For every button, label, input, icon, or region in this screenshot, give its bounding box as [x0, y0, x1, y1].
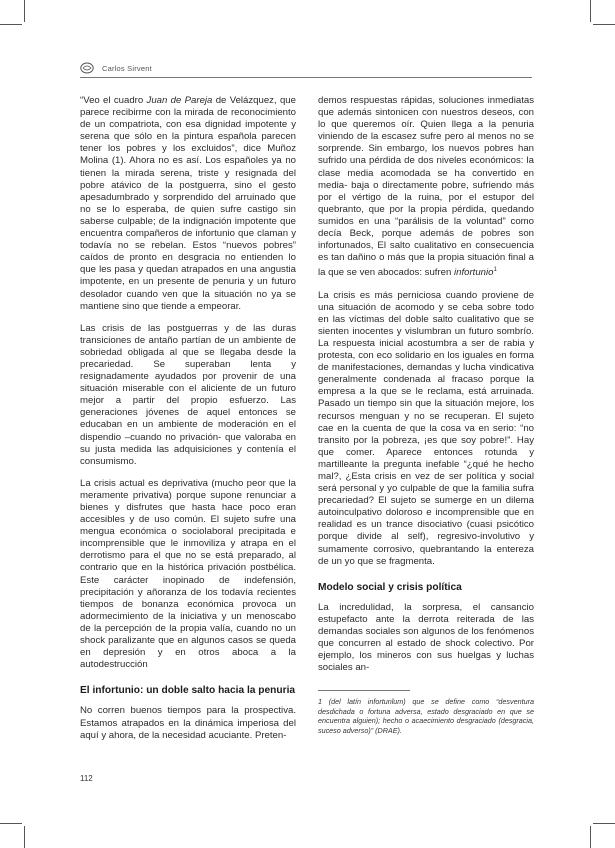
crop-mark-bottom-left-h — [0, 823, 22, 824]
crop-mark-bottom-left-v — [24, 826, 25, 848]
running-header — [80, 62, 532, 74]
paragraph: “Veo el cuadro Juan de Pareja de Velázquez, que parece recibirme con la mirada de reconocimiento de un compatriota, con esa dignidad impotente y serena que sólo en la pintura española parecen tener los pobres y los excluidos”, dice Muñoz Molina (1). Ahora no es así. Los españoles ya no tienen la mirada serena, triste y resignada del pobre atávico de la postguerra, sino el gesto apesadumbrado y sorprendido del arruinado que no se lo esperaba, de quien sufre castigo sin saberse culpable; de la indignación impotente que encuentra compañeros de infortunio que claman y todavía no se rebelan. Estos “nuevos pobres” caídos de pronto en desgracia no entienden lo que les pasa y quedan atrapados en una angustia impotente, en un presente de penuria y un futuro desolador cuando ven que la situación no ya se mantiene sino que tiende a empeorar. — [80, 95, 296, 312]
crop-mark-top-left-v — [24, 0, 25, 22]
crop-mark-bottom-right-v — [590, 826, 591, 848]
crop-mark-top-right-v — [590, 0, 591, 22]
paragraph: La incredulidad, la sorpresa, el cansancio estupefacto ante la derrota reiterada de las demandas sociales son algunos de los fenómenos que concurren al estado de shock colectivo. Por ejemplo, los mineros con sus huelgas y luchas sociales an- — [318, 601, 534, 674]
right-column — [318, 95, 534, 735]
paragraph: La crisis es más perniciosa cuando proviene de una situación de acomodo y se ceba sobre todo en las víctimas del doble salto cualitativo que se sienten inocentes y vislumbran un futuro sombrío. La respuesta inicial acostumbra a ser de rabia y protesta, con eco solidario en los iguales en forma de manifestaciones, demandas y lucha vindicativa generalmente condenada al fracaso porque la empresa a la que se le reclama, está arruinada. Pasado un tiempo sin que la situación mejore, los recursos menguan y no se recuperan. El sujeto cae en la cuenta de que la cosa va en serio: “no transito por la pobreza, ¡es que soy pobre!”. Hay que comer. Aparece entonces rotunda y martilleante la pregunta inefable “¿qué he hecho mal?, ¿Esta crisis en vez de ser política y social será personal y yo culpable de que la familia sufra precariedad? El sujeto se sumerge en un dilema autoinculpativo doloroso e incomprensible que en realidad es un trance disociativo (cuasi psicótico porque divide al self), regresivo-involutivo y sumamente corrosivo, quebrantando la entereza de un yo que se fragmenta. — [318, 289, 534, 567]
paragraph: Las crisis de las postguerras y de las duras transiciones de antaño partían de un ambiente de sobriedad obligada al que se llegaba desde la precariedad. Se superaban lenta y resignadamente ayudados por provenir de una situación miserable con el aliciente de un futuro mejor a partir del propio esfuerzo. Las generaciones jóvenes de aquel entonces se educaban en un ambiente de moderación en el dispendio –cuando no privación- que valoraba en su justa medida las adquisiciones y contenía el consumismo. — [80, 322, 296, 467]
header-author: Carlos Sirvent — [102, 63, 152, 73]
section-heading: El infortunio: un doble salto hacia la penuria — [80, 685, 296, 697]
footnote-ref: 1 — [493, 267, 497, 274]
section-heading: Modelo social y crisis política — [318, 581, 462, 593]
footnote: 1 (del latín infortunĭum) que se define como “desventura desdichada o fortuna adversa, estado desgraciado en que se encuentra alguien); hecho o acaecimiento desgraciado (desgracia, suceso adverso)” (DRAE). — [318, 697, 534, 735]
paragraph: No corren buenos tiempos para la prospectiva. Estamos atrapados en la dinámica imperiosa del aquí y ahora, de la necesidad acuciante. Preten- — [80, 705, 296, 741]
crop-mark-top-right-h — [593, 24, 615, 25]
left-column — [80, 95, 296, 752]
footnote-rule — [318, 690, 410, 691]
page-number: 112 — [80, 774, 93, 783]
header-rule — [80, 77, 532, 78]
paragraph: demos respuestas rápidas, soluciones inmediatas que además sintonicen con nuestros deseos, con lo que queremos oír. Quien llega a la penuria viniendo de la escasez sufre pero al menos no se sorprende. Sin embargo, los nuevos pobres han sufrido una pérdida de dos niveles económicos: la clase media acomodada se ha convertido en media- baja o directamente pobre, sufriendo más por el vértigo de la ruina, por el estupor del quebranto, que por la propia pérdida, quedando sumidos en una “parálisis de la voluntad” como decía Beck, porque además de pobres son infortunados, El salto cualitativo en consecuencia es tan dañino o más que la propia situación final a la que se ven abocados: sufren infortunio$^1$ — [318, 95, 534, 279]
crop-mark-bottom-right-h — [593, 823, 615, 824]
crop-mark-top-left-h — [0, 24, 22, 25]
publisher-logo-icon — [80, 62, 94, 74]
paragraph: La crisis actual es deprivativa (mucho peor que la meramente privativa) porque supone renunciar a bienes y disfrutes que hasta hace poco eran accesibles y de uso común. El sujeto sufre una mengua económica o sociolaboral precipitada e incomprensible que le inmoviliza y atrapa en el derrotismo para el que no se está preparado, al contrario que en la histórica privación postbélica. Este carácter inopinado de indefensión, precipitación y añoranza de los todavía recientes tiempos de bonanza económica provoca un adormecimiento de la iniciativa y un menoscabo de la percepción de la propia valía, cuando no un shock paralizante que en algunos casos se queda en depresión y en otros aboca a la autodestrucción — [80, 477, 296, 671]
